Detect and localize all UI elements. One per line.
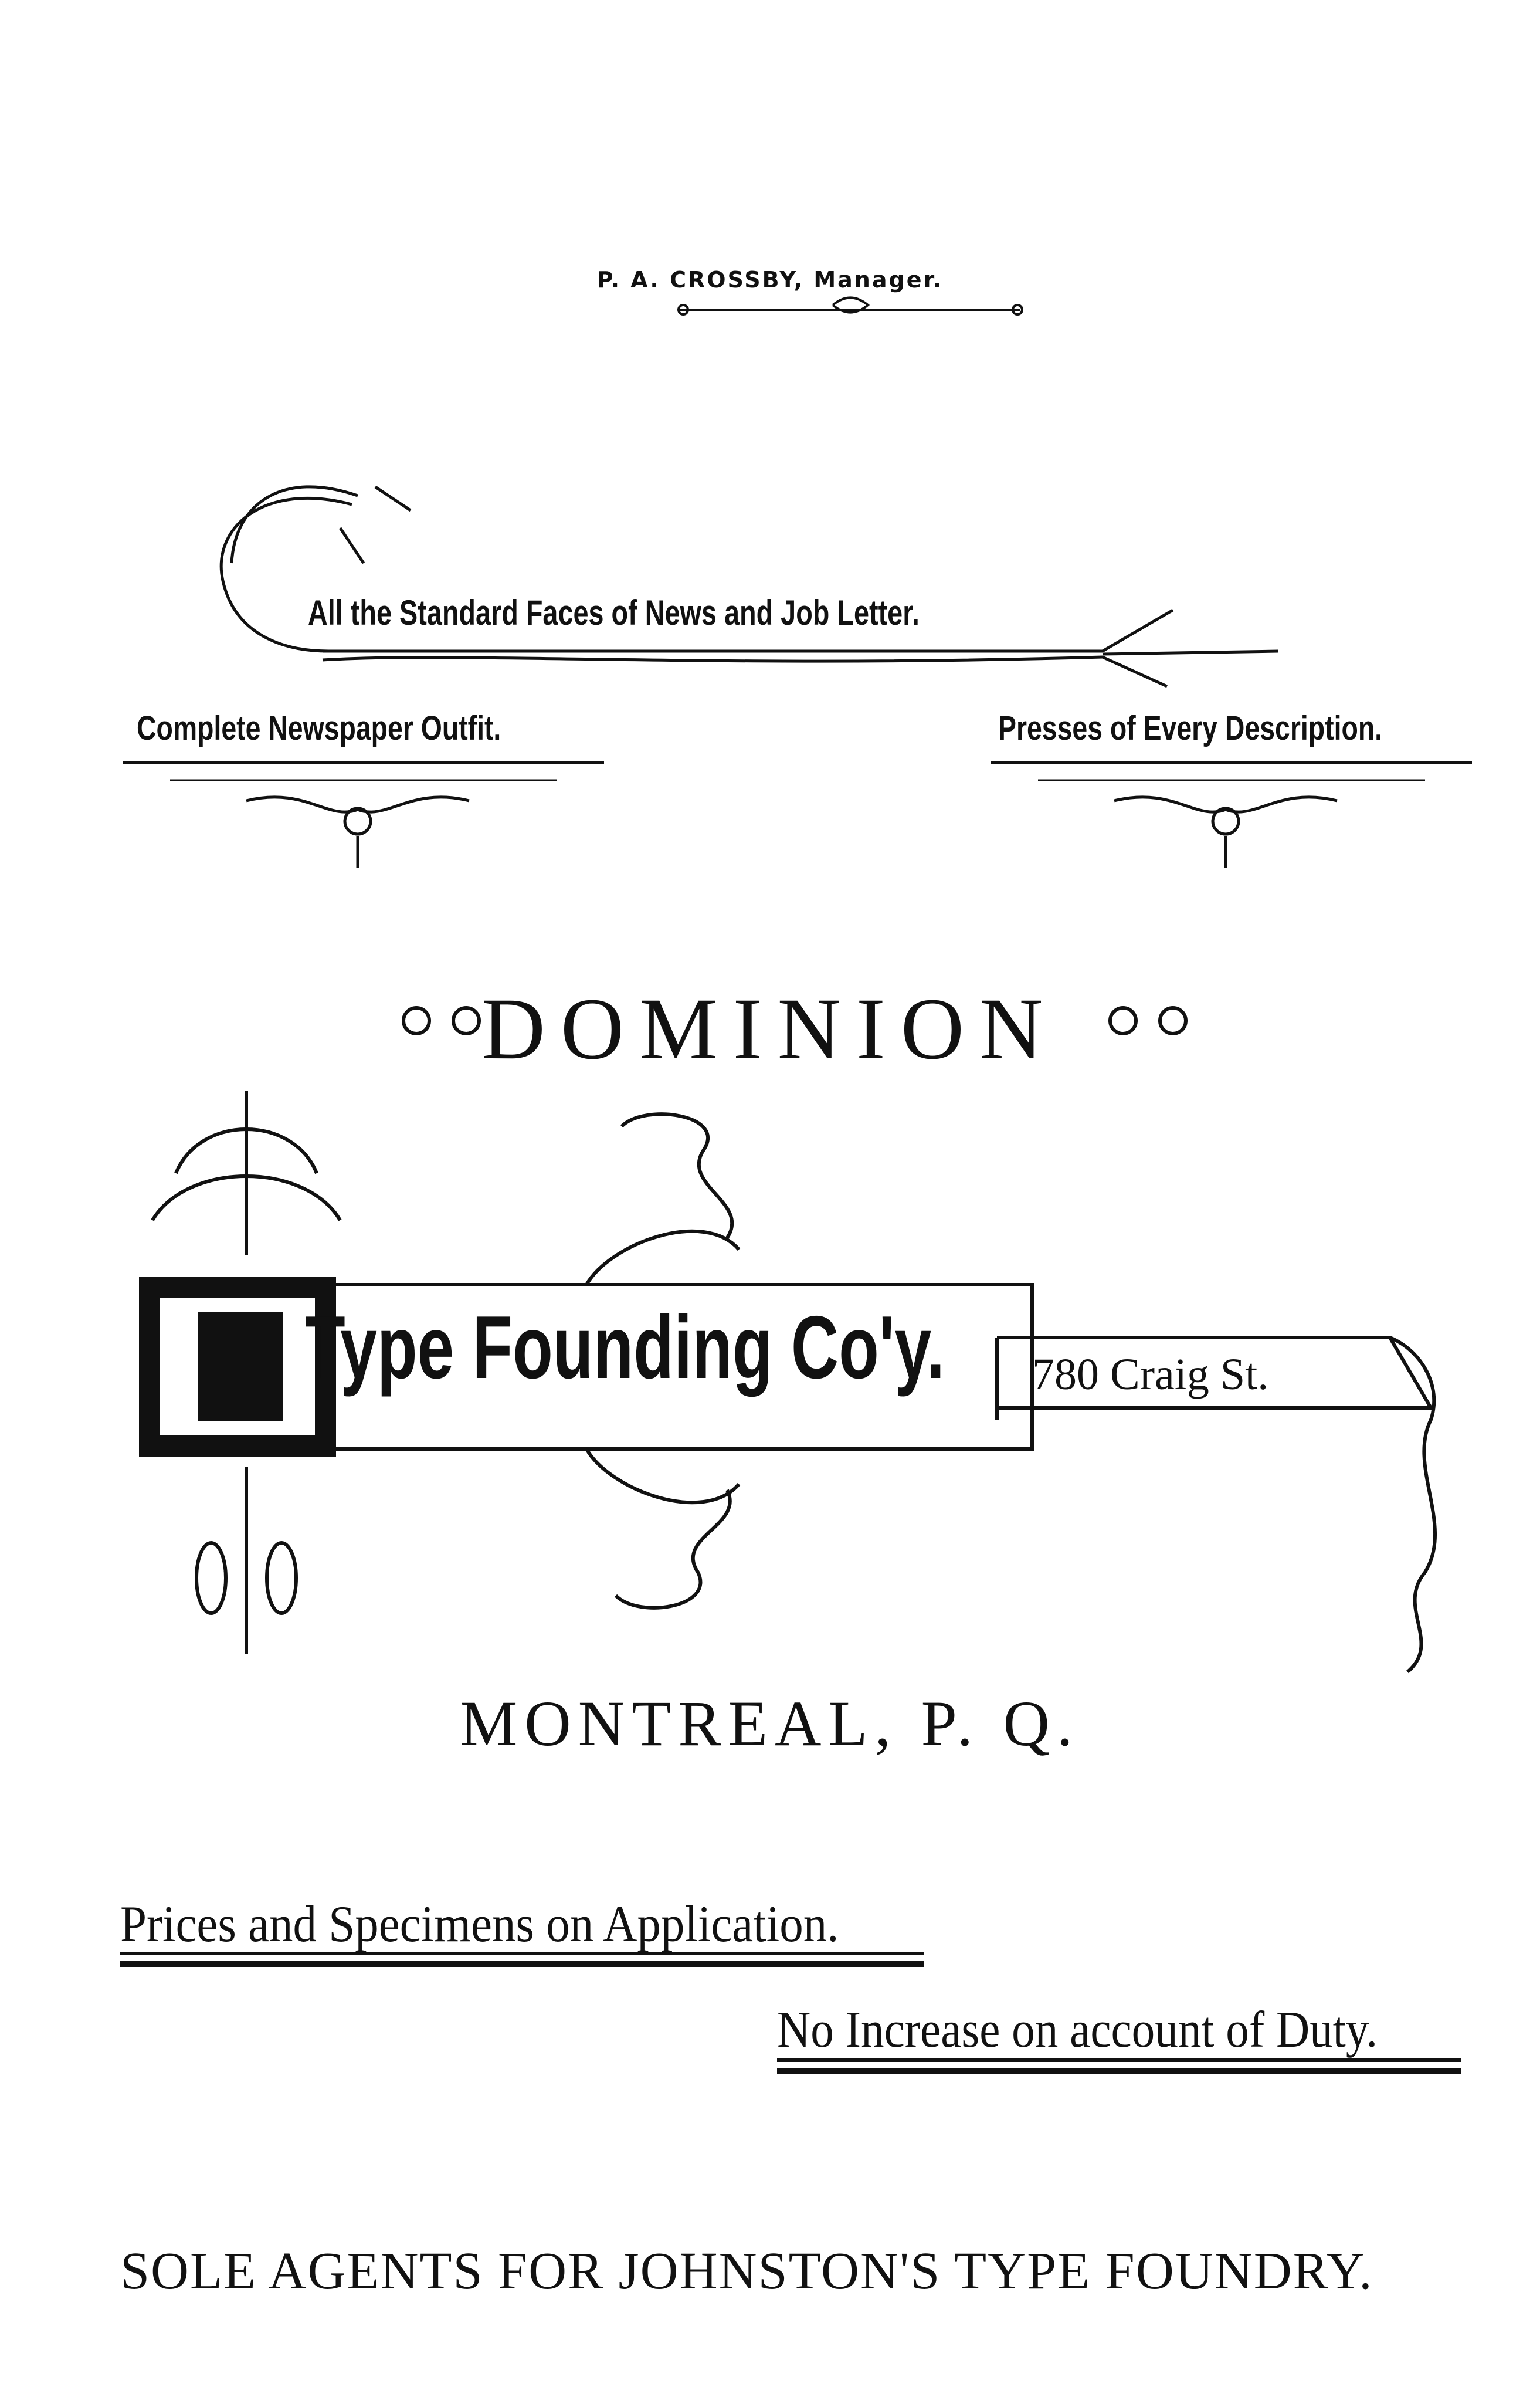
left-feature-ornament — [123, 763, 604, 868]
agents-line: SOLE AGENTS FOR JOHNSTON'S TYPE FOUNDRY. — [120, 2242, 1373, 2300]
heading-dominion: DOMINION — [481, 980, 1059, 1078]
right-feature-ornament — [991, 763, 1472, 868]
manager-line: P. A. CROSSBY, Manager. — [596, 267, 944, 293]
right-feature: Presses of Every Description. — [998, 709, 1383, 747]
prices-note: Prices and Specimens on Application. — [120, 1896, 839, 1953]
company-name: Type Founding Co'y. — [305, 1298, 945, 1397]
tagline-swirl — [221, 487, 1278, 686]
left-feature: Complete Newspaper Outfit. — [137, 709, 501, 747]
address: 780 Craig St. — [1032, 1350, 1269, 1399]
city: MONTREAL, P. Q. — [460, 1688, 1080, 1759]
manager-flourish — [679, 298, 1022, 315]
duty-note: No Increase on account of Duty. — [777, 2002, 1378, 2058]
tagline: All the Standard Faces of News and Job Letter. — [308, 593, 920, 632]
